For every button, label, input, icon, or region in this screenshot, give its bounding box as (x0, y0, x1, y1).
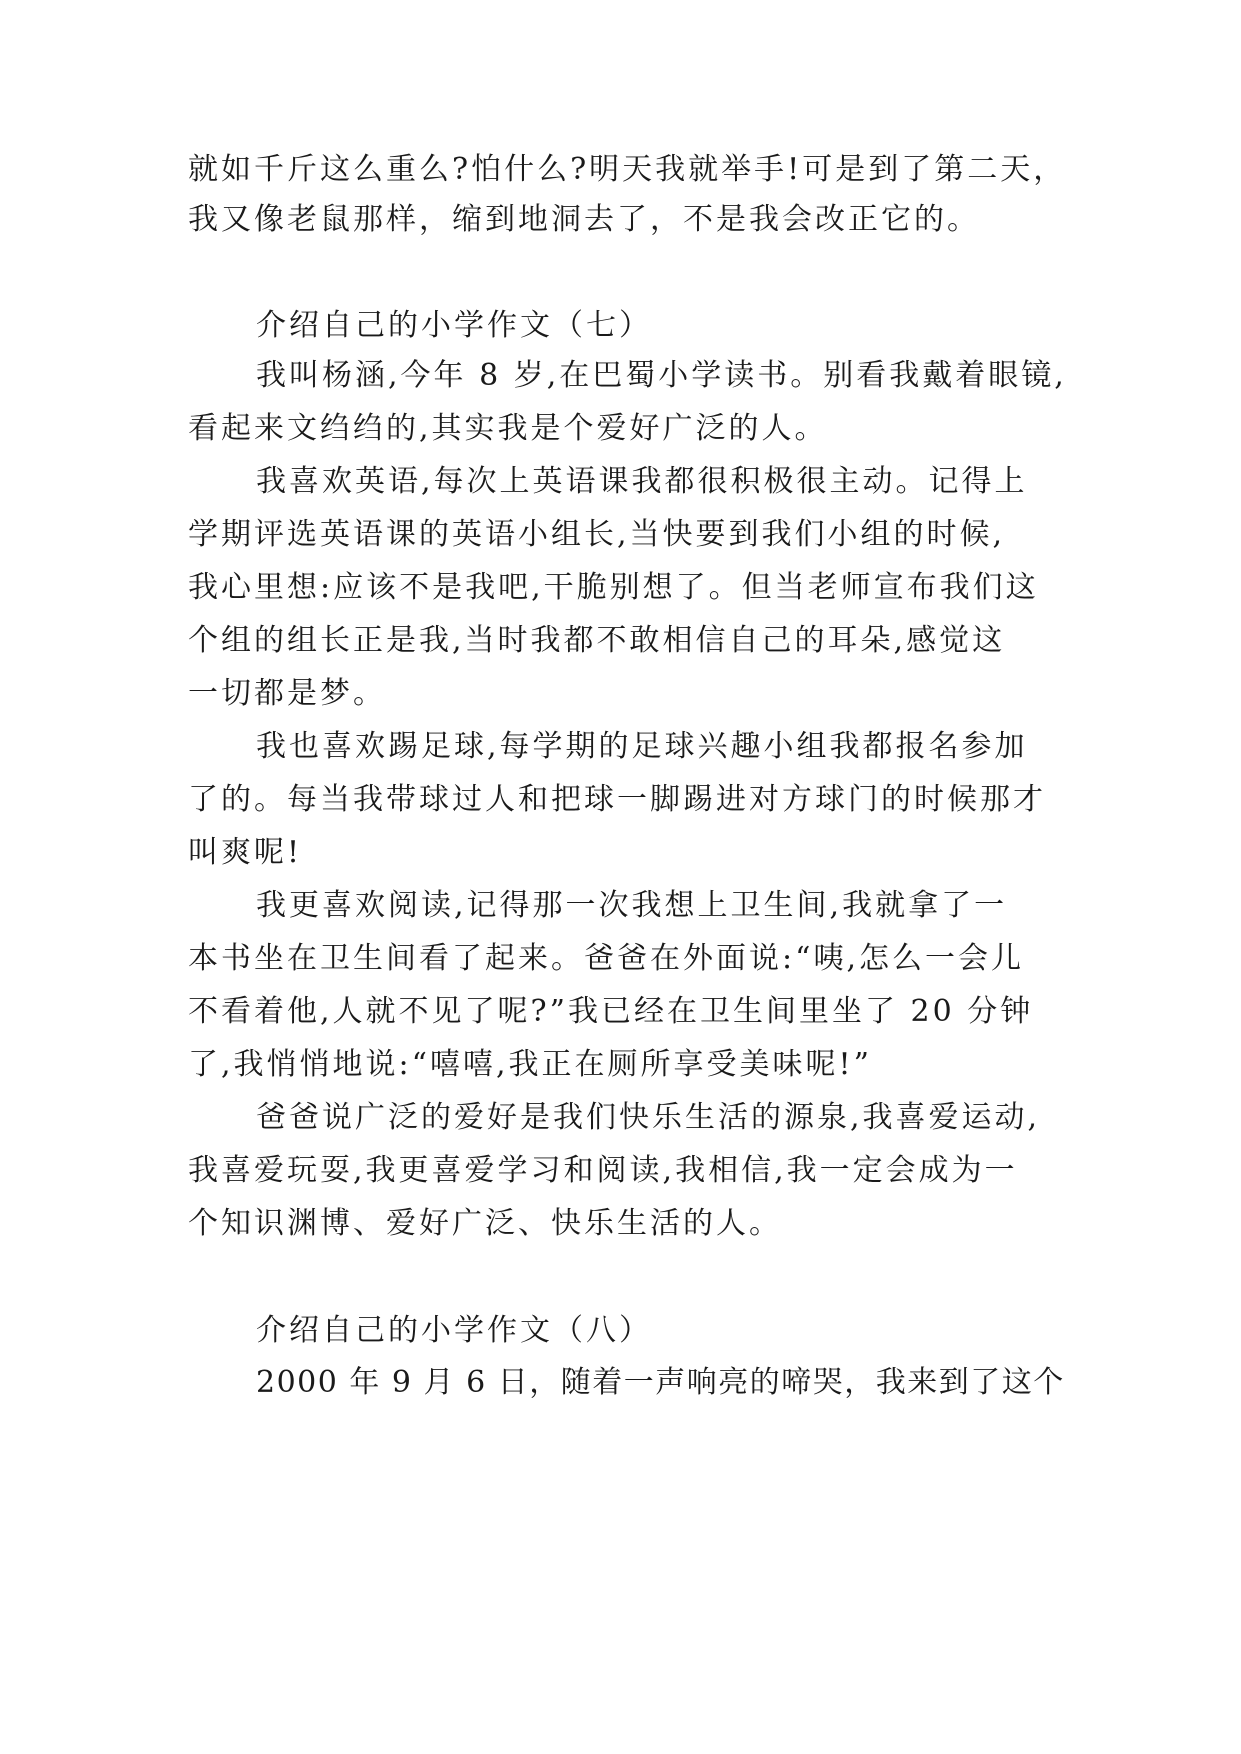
paragraph-line: 了,我悄悄地说:“嘻嘻,我正在厕所享受美味呢!” (188, 1047, 872, 1082)
paragraph-line: 学期评选英语课的英语小组长,当快要到我们小组的时候, (188, 517, 1006, 552)
paragraph-line: 我喜爱玩耍,我更喜爱学习和阅读,我相信,我一定会成为一 (188, 1153, 1018, 1188)
section-heading: 介绍自己的小学作文（七） (256, 308, 652, 343)
paragraph-line: 了的。每当我带球过人和把球一脚踢进对方球门的时候那才 (188, 782, 1046, 817)
paragraph-line: 我也喜欢踢足球,每学期的足球兴趣小组我都报名参加 (256, 729, 1028, 764)
paragraph-line: 一切都是梦。 (188, 676, 386, 711)
paragraph-line: 2000 年 9 月 6 日，随着一声响亮的啼哭，我来到了这个 (256, 1365, 1065, 1400)
paragraph-line: 我喜欢英语,每次上英语课我都很积极很主动。记得上 (256, 464, 1028, 499)
paragraph-line: 爸爸说广泛的爱好是我们快乐生活的源泉,我喜爱运动, (256, 1100, 1041, 1135)
section-heading: 介绍自己的小学作文（八） (256, 1313, 652, 1348)
paragraph-line: 不看着他,人就不见了呢?”我已经在卫生间里坐了 20 分钟 (188, 994, 1034, 1029)
text-line: 就如千斤这么重么?怕什么?明天我就举手!可是到了第二天， (188, 152, 1067, 187)
paragraph-line: 本书坐在卫生间看了起来。爸爸在外面说:“咦,怎么一会儿 (188, 941, 1024, 976)
paragraph-line: 个组的组长正是我,当时我都不敢相信自己的耳朵,感觉这 (188, 623, 1006, 658)
paragraph-line: 我更喜欢阅读,记得那一次我想上卫生间,我就拿了一 (256, 888, 1008, 923)
paragraph-line: 我心里想:应该不是我吧,干脆别想了。但当老师宣布我们这 (188, 570, 1039, 605)
paragraph-line: 个知识渊博、爱好广泛、快乐生活的人。 (188, 1206, 782, 1241)
paragraph-line: 叫爽呢! (188, 835, 303, 870)
paragraph-line: 看起来文绉绉的,其实我是个爱好广泛的人。 (188, 411, 828, 446)
paragraph-line: 我叫杨涵,今年 8 岁,在巴蜀小学读书。别看我戴着眼镜, (256, 358, 1067, 393)
text-line: 我又像老鼠那样，缩到地洞去了，不是我会改正它的。 (188, 202, 980, 237)
